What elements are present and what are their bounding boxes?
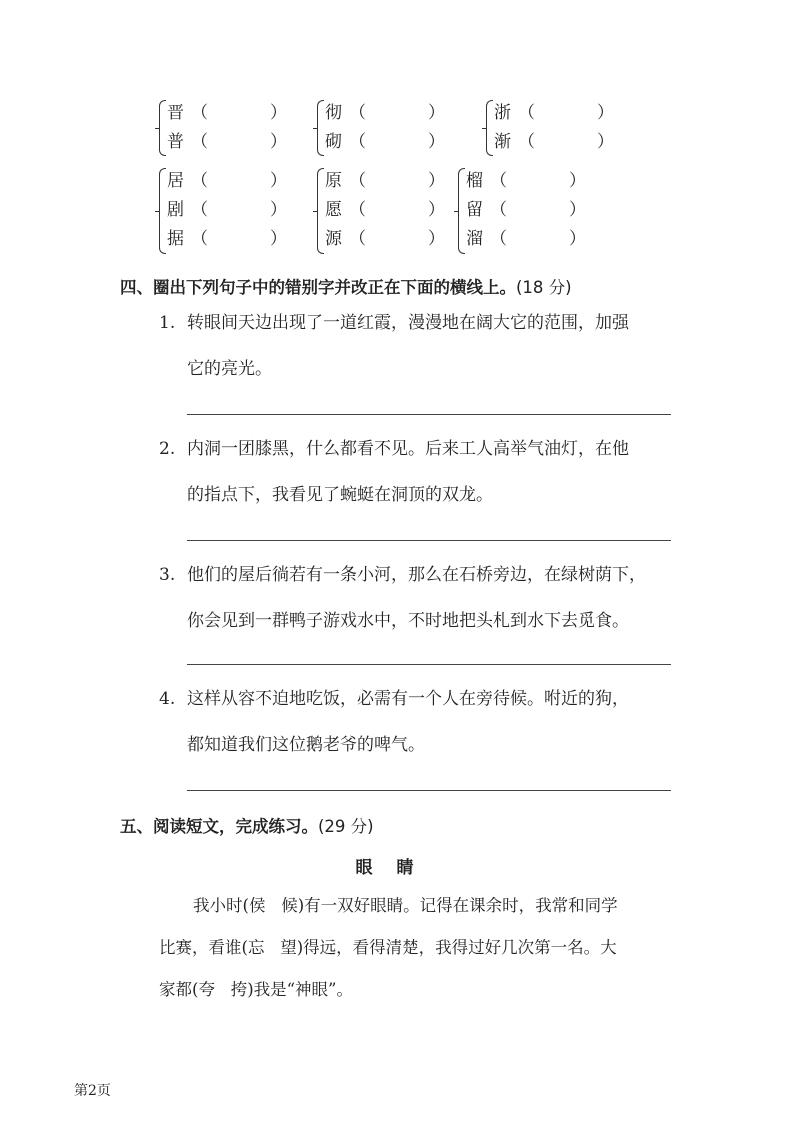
char-row: 榴 （ ） [466,171,586,191]
brace [159,168,166,254]
brace [458,168,465,254]
answer-line-2[interactable] [187,540,671,541]
char-row: 浙 （ ） [494,103,614,123]
char-row: 砌 （ ） [325,132,445,152]
section-4-heading: 四、圈出下列句子中的错别字并改正在下面的横线上。(18 分) [120,278,572,297]
reading-passage [159,885,673,1011]
question-number: 3. [159,565,176,585]
word-choice[interactable]: 夸 [198,980,215,999]
char-row: 晋 （ ） [167,103,287,123]
brace [317,168,324,254]
char-row: 源 （ ） [325,229,445,249]
question-line-1: 内洞一团膝黑，什么都看不见。后来工人高举气油灯，在他 [187,439,629,459]
section-4-score: (18 分) [516,278,572,297]
char-row: 居 （ ） [167,171,287,191]
section-5-heading: 五、阅读短文，完成练习。(29 分) [120,817,374,836]
char-row: 剧 （ ） [167,200,287,220]
word-choice[interactable]: 候 [281,896,298,915]
question-number: 4. [159,689,176,709]
answer-line-3[interactable] [187,664,671,665]
question-line-1: 这样从容不迫地吃饭，必需有一个人在旁待候。咐近的狗， [187,689,629,709]
question-line-2: 它的亮光。 [187,359,272,379]
question-item-3 [159,552,679,644]
char-row: 彻 （ ） [325,103,445,123]
question-line-2: 的指点下，我看见了蜿蜓在洞顶的双龙。 [187,485,493,505]
char-row: 溜 （ ） [466,229,586,249]
passage-title: 眼睛 [355,858,438,878]
question-line-1: 转眼间天边出现了一道红霞，漫漫地在阔大它的范围，加强 [187,313,629,333]
answer-line-4[interactable] [187,790,671,791]
question-item-2 [159,426,679,518]
word-choice[interactable]: 忘 [247,938,265,957]
question-line-2: 都知道我们这位鹅老爷的啤气。 [187,735,425,755]
page-number: 第2页 [74,1083,111,1099]
section-5-score: (29 分) [318,817,374,836]
char-row: 据 （ ） [167,229,287,249]
question-item-1 [159,300,679,392]
char-row: 留 （ ） [466,200,586,220]
word-choice[interactable]: 挎 [230,980,248,999]
question-item-4 [159,676,679,768]
passage-line-3: 家都(夸 挎)我是“神眼”。 [159,980,353,999]
question-number: 2. [159,439,176,459]
char-row: 渐 （ ） [494,132,614,152]
question-number: 1. [159,313,176,333]
char-row: 原 （ ） [325,171,445,191]
brace [486,100,493,156]
answer-line-1[interactable] [187,414,671,415]
brace [159,100,166,156]
char-row: 愿 （ ） [325,200,445,220]
word-choice[interactable]: 侯 [248,896,266,915]
word-choice[interactable]: 望 [280,938,297,957]
passage-line-2: 比赛，看谁(忘 望)得远，看得清楚，我得过好几次第一名。大 [159,938,617,957]
question-line-1: 他们的屋后徜若有一条小河，那么在石桥旁边，在绿树荫下， [187,565,646,585]
char-row: 普 （ ） [167,132,287,152]
passage-line-1: 我小时(侯 候)有一双好眼睛。记得在课余时，我常和同学 [193,896,618,915]
question-line-2: 你会见到一群鸭子游戏水中，不时地把头札到水下去觅食。 [187,611,629,631]
brace [317,100,324,156]
